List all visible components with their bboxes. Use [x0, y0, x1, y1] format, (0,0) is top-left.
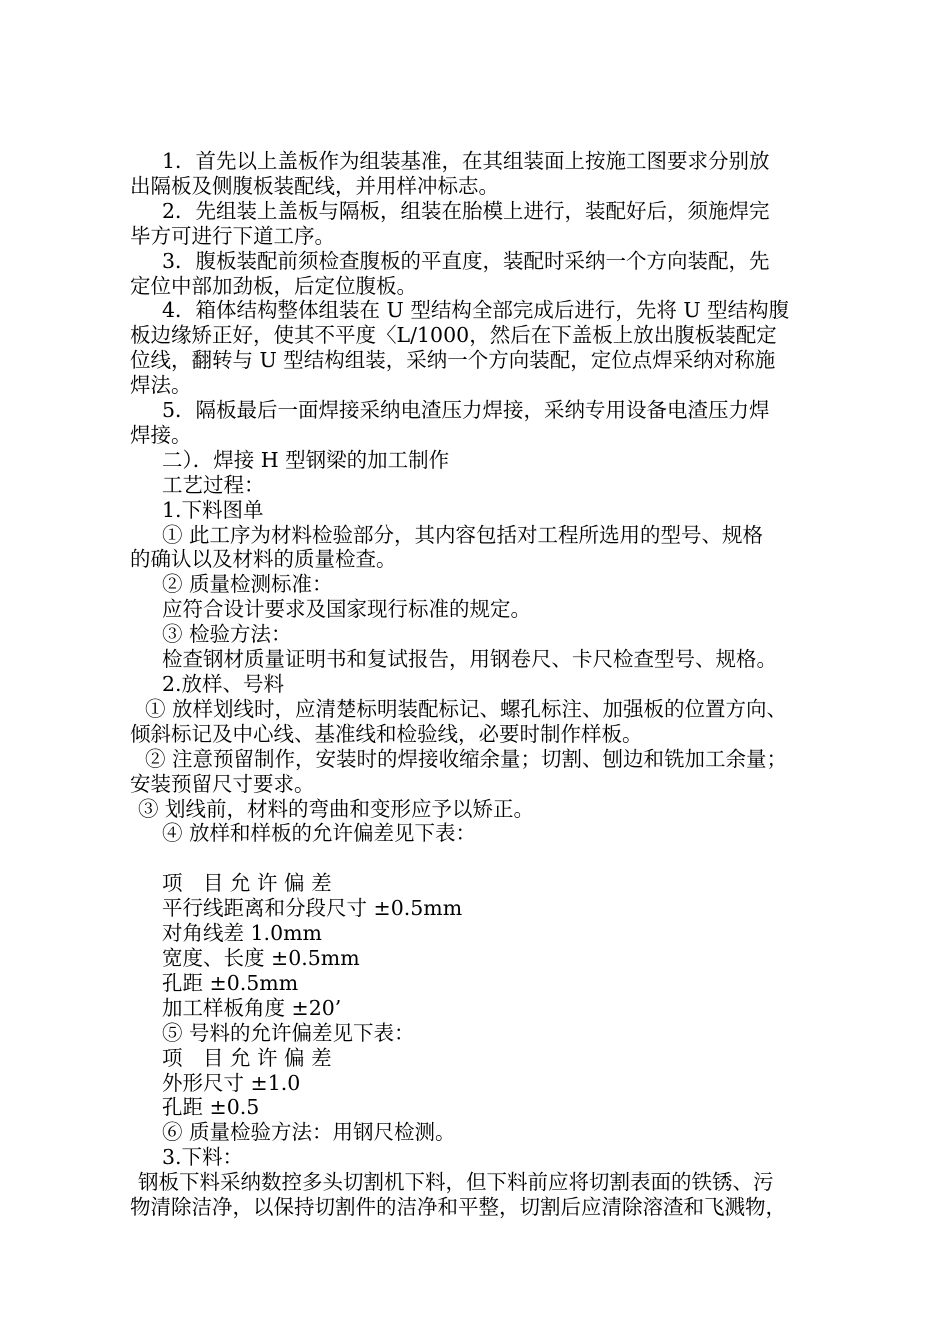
text-line: 焊法。 [130, 373, 192, 397]
subheading: 2.放样、号料 [162, 672, 285, 696]
table-row: 孔距 ±0.5mm [162, 971, 299, 995]
text-line: 倾斜标记及中心线、基准线和检验线，必要时制作样板。 [130, 722, 643, 746]
text-line: ① 此工序为材料检验部分，其内容包括对工程所选用的型号、规格 [162, 523, 764, 547]
text-line: 的确认以及材料的质量检查。 [130, 547, 397, 571]
text-line: ④ 放样和样板的允许偏差见下表： [162, 821, 477, 845]
table-row: 孔距 ±0.5 [162, 1095, 260, 1119]
text-line: 毕方可进行下道工序。 [130, 224, 335, 248]
table-row: 加工样板角度 ±20’ [162, 996, 342, 1020]
text-line: 物清除洁净，以保持切割件的洁净和平整，切割后应清除溶渣和飞溅物， [130, 1195, 786, 1219]
text-line: 出隔板及侧腹板装配线，并用样冲标志。 [130, 174, 499, 198]
text-line: ② 质量检测标准： [162, 572, 333, 596]
text-line: 3．腹板装配前须检查腹板的平直度，装配时采纳一个方向装配，先 [162, 249, 770, 273]
text-line: 板边缘矫正好，使其不平度〈L/1000，然后在下盖板上放出腹板装配定 [130, 323, 777, 347]
table-row: 宽度、长度 ±0.5mm [162, 946, 360, 970]
text-line: ⑤ 号料的允许偏差见下表： [162, 1021, 415, 1045]
text-line: 焊接。 [130, 423, 192, 447]
table-header: 项 目 允 许 偏 差 [162, 871, 332, 895]
text-line: 位线，翻转与 U 型结构组装，采纳一个方向装配，定位点焊采纳对称施 [130, 348, 776, 372]
text-line: ③ 检验方法： [162, 622, 292, 646]
text-line: ① 放样划线时，应清楚标明装配标记、螺孔标注、加强板的位置方向、 [145, 697, 788, 721]
text-line: 检查钢材质量证明书和复试报告，用钢卷尺、卡尺检查型号、规格。 [162, 647, 777, 671]
table-row: 外形尺寸 ±1.0 [162, 1071, 301, 1095]
text-line: 定位中部加劲板，后定位腹板。 [130, 274, 417, 298]
text-line: 应符合设计要求及国家现行标准的规定。 [162, 597, 531, 621]
text-line: ③ 划线前，材料的弯曲和变形应予以矫正。 [138, 797, 535, 821]
subheading: 3.下料： [162, 1145, 244, 1169]
text-line: 安装预留尺寸要求。 [130, 772, 315, 796]
text-line: 5．隔板最后一面焊接采纳电渣压力焊接，采纳专用设备电渣压力焊 [162, 398, 770, 422]
text-line: 1．首先以上盖板作为组装基准，在其组装面上按施工图要求分别放 [162, 149, 770, 173]
subheading: 1.下料图单 [162, 498, 264, 522]
text-line: ② 注意预留制作，安装时的焊接收缩余量；切割、刨边和铣加工余量； [145, 747, 788, 771]
text-line: 2．先组装上盖板与隔板，组装在胎模上进行，装配好后，须施焊完 [162, 199, 770, 223]
text-line: 工艺过程： [162, 473, 265, 497]
table-header: 项 目 允 许 偏 差 [162, 1046, 332, 1070]
table-row: 平行线距离和分段尺寸 ±0.5mm [162, 896, 463, 920]
text-line: 钢板下料采纳数控多头切割机下料，但下料前应将切割表面的铁锈、污 [138, 1170, 774, 1194]
text-line: ⑥ 质量检验方法：用钢尺检测。 [162, 1120, 456, 1144]
table-row: 对角线差 1.0mm [162, 921, 322, 945]
section-heading: 二）．焊接 H 型钢梁的加工制作 [162, 448, 450, 472]
text-line: 4．箱体结构整体组装在 U 型结构全部完成后进行，先将 U 型结构腹 [162, 298, 790, 322]
